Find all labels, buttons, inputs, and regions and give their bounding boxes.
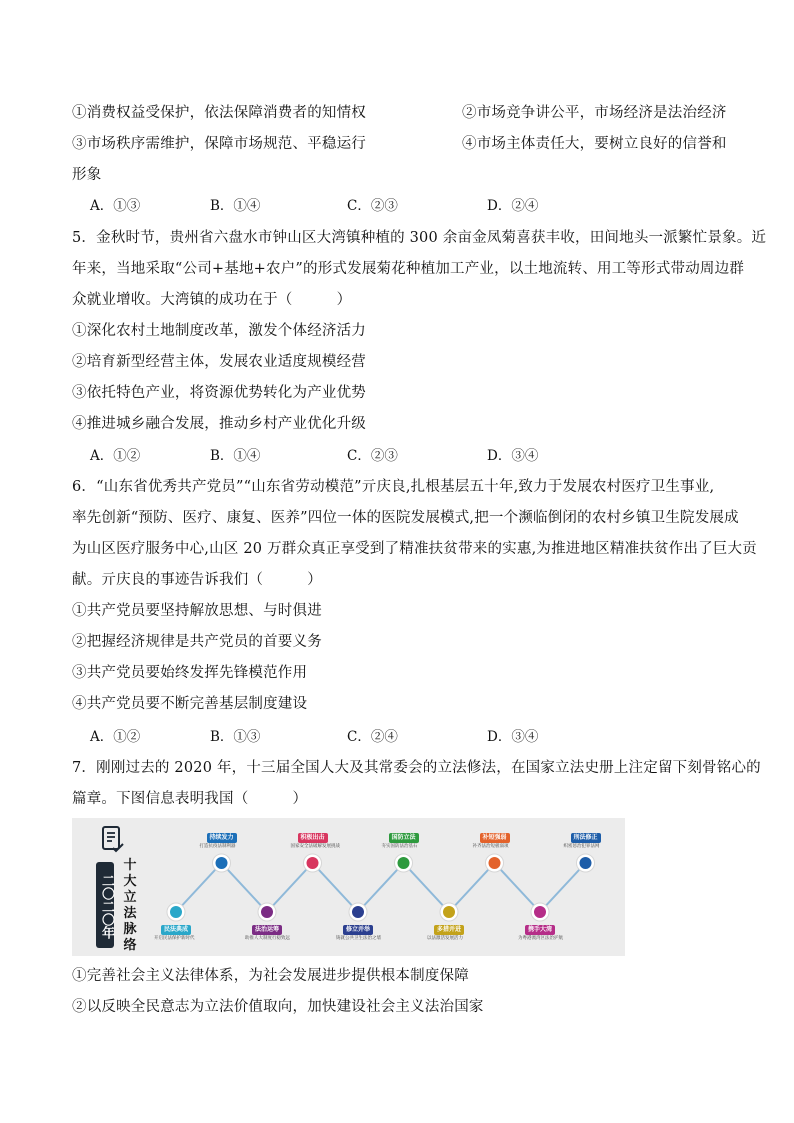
q4-options	[90, 196, 690, 216]
q4-statement-1: ①消费权益受保护，依法保障消费者的知情权	[72, 105, 366, 121]
q5-statement-1: ①深化农村土地制度改革，激发个体经济活力	[72, 323, 366, 339]
q4-option-a[interactable]: A．①③	[90, 198, 141, 214]
q7-stem-line-1: 7．刚刚过去的 2020 年，十三届全国人大及其常委会的立法修法，在国家立法史册上注定留下刻骨铭心的	[72, 760, 761, 776]
timeline-node-dot	[216, 857, 228, 869]
timeline-node-tag: 刑法修正	[571, 833, 601, 843]
q5-option-d[interactable]: D．③④	[487, 448, 539, 464]
q6-stem-line-2: 率先创新“预防、医疗、康复、医养”四位一体的医院发展模式,把一个濒临倒闭的农村乡镇卫生院发展成	[72, 510, 739, 526]
q5-statement-2: ②培育新型经营主体，发展农业适度规模经营	[72, 354, 366, 370]
q5-option-a[interactable]: A．①②	[90, 448, 141, 464]
q4-statement-4-cont: 形象	[72, 167, 102, 183]
figure-year-label: 二〇二〇年	[96, 862, 114, 948]
timeline-node-caption: 铸就公共卫生法治之墙	[336, 936, 381, 941]
timeline-node-tag: 多措并进	[434, 925, 464, 935]
timeline-node-tag: 积极出击	[298, 833, 328, 843]
timeline-node-tag: 修立并举	[343, 925, 373, 935]
q6-option-b[interactable]: B．①③	[210, 729, 261, 745]
q4-option-d[interactable]: D．②④	[487, 198, 539, 214]
q7-statement-2: ②以反映全民意志为立法价值取向，加快建设社会主义法治国家	[72, 999, 484, 1015]
timeline-node-dot	[170, 906, 182, 918]
timeline-node-tag: 补短强弱	[480, 833, 510, 843]
q5-options	[90, 446, 690, 466]
timeline-node-tag: 持续发力	[207, 833, 237, 843]
timeline-node-dot	[398, 857, 410, 869]
q4-option-c[interactable]: C．②③	[347, 198, 398, 214]
q6-stem-line-1: 6．“山东省优秀共产党员”“山东省劳动模范”亓庆良,扎根基层五十年,致力于发展农村医疗卫生事业,	[72, 479, 715, 495]
q5-stem-line-3: 众就业增收。大湾镇的成功在于（ ）	[72, 292, 352, 308]
timeline-node-caption: 国家安全法破解发展挑战	[290, 844, 340, 849]
timeline-node-dot	[580, 857, 592, 869]
timeline-node-caption: 以法激活发展活力	[427, 936, 463, 941]
q6-options	[90, 727, 690, 747]
q6-stem-line-4: 献。亓庆良的事迹告诉我们（ ）	[72, 572, 322, 588]
timeline-node-caption: 打造抗疫法制利器	[199, 844, 236, 849]
q6-option-c[interactable]: C．②④	[347, 729, 398, 745]
timeline-node-caption: 织密惩治犯罪法网	[563, 844, 600, 849]
timeline-node-tag: 国防立法	[389, 833, 419, 843]
q5-option-c[interactable]: C．②③	[347, 448, 398, 464]
q7-stem-line-2: 篇章。下图信息表明我国（ ）	[72, 791, 308, 807]
timeline-node-caption: 助推人大制度行稳致远	[245, 936, 290, 941]
q5-stem-line-2: 年来，当地采取“公司+基地+农户”的形式发展菊花种植加工产业，以土地流转、用工等形式带动周边群	[72, 261, 745, 277]
q6-statement-4: ④共产党员要不断完善基层制度建设	[72, 696, 308, 712]
timeline-node-caption: 补齐法治短板弱项	[472, 844, 509, 849]
timeline-path	[176, 863, 586, 912]
timeline-node-tag: 法治运筹	[252, 925, 282, 935]
q7-statement-1: ①完善社会主义法律体系，为社会发展进步提供根本制度保障	[72, 968, 469, 984]
q5-statement-3: ③依托特色产业，将资源优势转化为产业优势	[72, 385, 366, 401]
q4-statement-3: ③市场秩序需维护，保障市场规范、平稳运行	[72, 136, 366, 152]
q4-statement-2: ②市场竞争讲公平，市场经济是法治经济	[462, 105, 727, 121]
q4-option-b[interactable]: B．①④	[210, 198, 261, 214]
timeline-node-caption: 开启民法保护新时代	[154, 936, 195, 941]
q5-statement-4: ④推进城乡融合发展，推动乡村产业优化升级	[72, 416, 366, 432]
q6-stem-line-3: 为山区医疗服务中心,山区 20 万群众真正享受到了精准扶贫带来的实惠,为推进地区精准扶贫作出了巨大贡	[72, 541, 757, 557]
q6-statement-3: ③共产党员要始终发挥先锋模范作用	[72, 665, 308, 681]
legislation-timeline-figure	[72, 818, 625, 956]
q6-option-d[interactable]: D．③④	[487, 729, 539, 745]
timeline-node-tag: 民法典成	[161, 925, 191, 935]
timeline-node-tag: 携手大湾	[525, 925, 555, 935]
q6-option-a[interactable]: A．①②	[90, 729, 141, 745]
timeline-node-dot	[261, 906, 273, 918]
q6-statement-2: ②把握经济规律是共产党员的首要义务	[72, 634, 322, 650]
timeline-node-dot	[489, 857, 501, 869]
timeline-node-dot	[352, 906, 364, 918]
timeline-node-caption: 为粤港澳湾区法治护航	[518, 936, 563, 941]
timeline-node-caption: 夯实国防法治基石	[381, 844, 418, 849]
figure-title: 十大立法脉络	[123, 858, 137, 953]
q6-statement-1: ①共产党员要坚持解放思想、与时俱进	[72, 603, 322, 619]
q5-stem-line-1: 5．金秋时节，贵州省六盘水市钟山区大湾镇种植的 300 余亩金凤菊喜获丰收，田间地头一派繁忙景象。近	[72, 230, 767, 246]
timeline-node-dot	[534, 906, 546, 918]
q5-option-b[interactable]: B．①④	[210, 448, 261, 464]
timeline-node-dot	[307, 857, 319, 869]
timeline-node-dot	[443, 906, 455, 918]
q4-statement-4: ④市场主体责任大，要树立良好的信誉和	[462, 136, 727, 152]
